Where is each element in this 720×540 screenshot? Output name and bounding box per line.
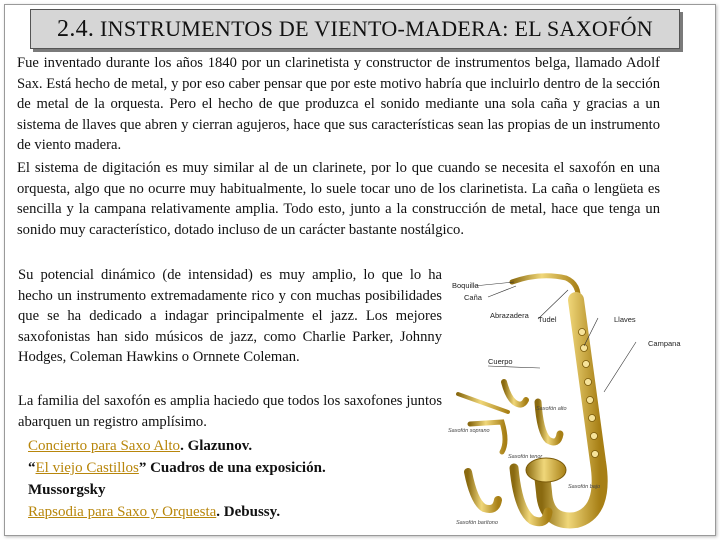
paragraph-family: La familia del saxofón es amplia haciedo que todos los saxofones juntos abarquen un registro amplísimo. bbox=[18, 393, 442, 430]
work-composer-mussorgsky: Mussorgsky bbox=[28, 482, 106, 498]
paragraph-history: Fue inventado durante los años 1840 por un clarinetista y constructor de instrumentos belga, llamado Adolf Sax. Está hecho de metal, y por eso caber pensar que por este motivo habría que incluirlo dentro de la sección de metal de la orquesta. Pero el hecho de que produzca el sonido mediante una sola caña y gracias a un sistema de llaves que abren y cierran agujeros, hace que sus características sean las propias de un instrumento de viento madera. bbox=[17, 55, 660, 153]
saxophone-diagram bbox=[448, 262, 688, 540]
work-item-mussorgsky bbox=[28, 457, 448, 479]
work-item-debussy bbox=[28, 501, 448, 523]
quote-open: “ bbox=[28, 460, 36, 476]
title-text: INSTRUMENTOS DE VIENTO-MADERA: EL SAXOFÓN bbox=[100, 15, 653, 41]
work-description: ” Cuadros de una exposición. bbox=[138, 460, 326, 476]
paragraph-dynamics: Su potencial dinámico (de intensidad) es muy amplio, lo que lo ha hecho un instrumento extremadamente rico y con muchas posibilidades que se ha dedicado a indagar principalmente el jazz. Los mejores saxofonistas han sido músicos de jazz, como Charlie Parker, Johnny Hodges, Coleman Hawkins o Ornnete Coleman. bbox=[18, 267, 442, 365]
link-concierto-saxo-alto[interactable]: Concierto para Saxo Alto bbox=[28, 438, 181, 454]
label-cuerpo: Cuerpo bbox=[488, 357, 513, 366]
label-family-bajo: Saxofón bajo bbox=[568, 484, 601, 490]
label-family-baritono: Saxofón barítono bbox=[456, 520, 498, 526]
work-composer: . Debussy. bbox=[216, 504, 281, 520]
slide-title bbox=[57, 16, 653, 43]
work-composer: . Glazunov. bbox=[180, 438, 253, 454]
label-family-tenor: Saxofón tenor bbox=[508, 454, 543, 460]
link-el-viejo-castillo[interactable]: El viejo Castillos bbox=[35, 460, 139, 476]
label-campana: Campana bbox=[648, 339, 681, 348]
label-tudel: Tudel bbox=[538, 315, 557, 324]
title-box bbox=[30, 9, 680, 49]
works-list bbox=[28, 435, 448, 523]
title-number: 2.4. bbox=[57, 15, 95, 42]
label-abrazadera: Abrazadera bbox=[490, 311, 529, 320]
label-llaves: Llaves bbox=[614, 315, 636, 324]
label-family-alto: Saxofón alto bbox=[536, 406, 567, 412]
work-item-glazunov bbox=[28, 435, 448, 457]
label-family-soprano: Saxofón soprano bbox=[448, 428, 490, 434]
label-cana: Caña bbox=[464, 293, 482, 302]
label-boquilla: Boquilla bbox=[452, 281, 479, 290]
link-rapsodia-saxo-orquesta[interactable]: Rapsodia para Saxo y Orquesta bbox=[28, 504, 217, 520]
paragraph-fingering: El sistema de digitación es muy similar al de un clarinete, por lo que cuando se necesita el saxofón en una orquesta, algo que no ocurre muy habitualmente, lo suele tocar uno de los clarinetista. La caña o lengüeta es sencilla y la campana relativamente amplia. Todo esto, junto a la construcción de metal, hace que tenga un sonido muy característico, dotado incluso de un carácter bastante nostálgico. bbox=[17, 160, 660, 238]
